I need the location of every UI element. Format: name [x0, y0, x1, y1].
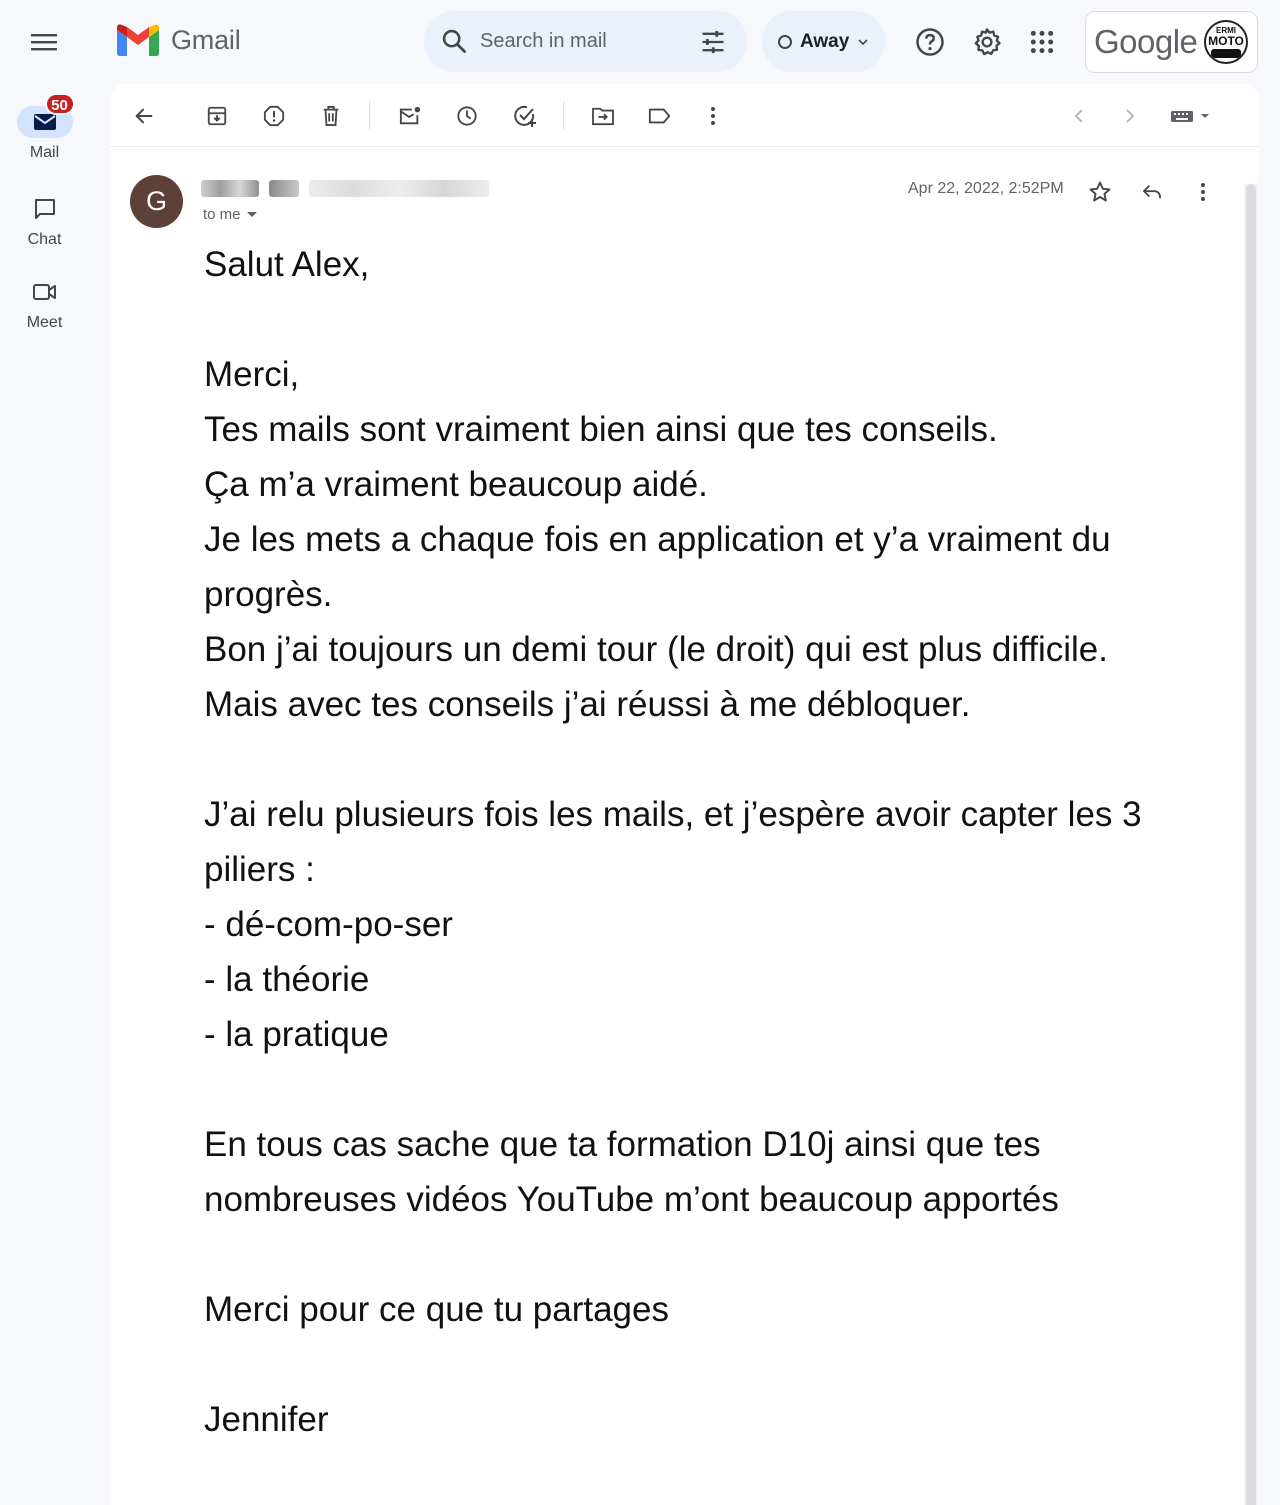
search-icon[interactable]: [440, 27, 468, 55]
gmail-m-icon: [117, 24, 159, 56]
message-toolbar: [110, 84, 1259, 147]
apps-button[interactable]: [1022, 22, 1062, 62]
reply-icon: [1141, 183, 1163, 201]
body-line: Merci pour ce que tu partages: [204, 1290, 669, 1329]
recipient-label: to me: [203, 206, 241, 223]
chevron-left-icon: [1072, 108, 1086, 124]
body-line: - la pratique: [204, 1015, 389, 1054]
mail-unread-badge: 50: [45, 93, 75, 115]
main-menu-button[interactable]: [24, 22, 64, 62]
add-to-tasks-button[interactable]: [505, 96, 545, 136]
status-label: Away: [800, 30, 850, 52]
settings-button[interactable]: [967, 22, 1007, 62]
input-tools-button[interactable]: [1162, 96, 1222, 136]
more-vertical-icon: [710, 106, 716, 126]
back-button[interactable]: [124, 96, 164, 136]
label-icon: [648, 106, 672, 126]
body-line: - dé-com-po-ser: [204, 905, 453, 944]
search-input[interactable]: [480, 25, 680, 57]
body-line: - la théorie: [204, 960, 370, 999]
sender-avatar[interactable]: G: [130, 175, 183, 228]
mark-unread-button[interactable]: [390, 96, 430, 136]
rail-item-chat[interactable]: [0, 193, 89, 249]
body-line: J’ai relu plusieurs fois les mails, et j’espère avoir capter les 3: [204, 795, 1142, 834]
chevron-down-icon: [857, 36, 869, 48]
gmail-logo[interactable]: [117, 24, 241, 56]
rail-item-meet[interactable]: [0, 276, 89, 332]
body-line: Je les mets a chaque fois en application et y’a vraiment du: [204, 520, 1111, 559]
body-line: Ça m’a vraiment beaucoup aidé.: [204, 465, 708, 504]
newer-message-button[interactable]: [1059, 96, 1099, 136]
message-body: [204, 237, 1214, 1447]
more-vertical-icon: [1200, 182, 1206, 202]
archive-icon: [206, 105, 228, 127]
star-button[interactable]: [1082, 174, 1118, 210]
keyboard-icon: [1169, 108, 1215, 124]
chat-icon: [33, 197, 57, 221]
redacted-text: [309, 180, 489, 197]
rail-meet-pill: [17, 276, 73, 308]
search-options-icon[interactable]: [699, 28, 727, 56]
scrollbar-thumb[interactable]: [1246, 184, 1256, 1505]
body-line: Bon j’ai toujours un demi tour (le droit) qui est plus difficile.: [204, 630, 1108, 669]
search-bar[interactable]: [424, 11, 747, 72]
report-spam-button[interactable]: [254, 96, 294, 136]
sender-name-redacted[interactable]: [201, 180, 489, 197]
older-message-button[interactable]: [1110, 96, 1150, 136]
body-line: Tes mails sont vraiment bien ainsi que tes conseils.: [204, 410, 998, 449]
gear-icon: [972, 27, 1002, 57]
chevron-right-icon: [1123, 108, 1137, 124]
mail-icon: [33, 112, 57, 132]
toolbar-divider: [369, 101, 370, 129]
body-line: nombreuses vidéos YouTube m’ont beaucoup apportés: [204, 1180, 1059, 1219]
archive-button[interactable]: [197, 96, 237, 136]
body-line: Merci,: [204, 355, 300, 394]
message-view: [110, 84, 1259, 1505]
message-date: Apr 22, 2022, 2:52PM: [908, 180, 1064, 197]
status-dot-icon: [778, 35, 792, 49]
rail-label-meet: Meet: [26, 314, 63, 331]
recipient-details[interactable]: [203, 206, 257, 223]
body-line: progrès.: [204, 575, 333, 614]
snooze-button[interactable]: [447, 96, 487, 136]
move-folder-icon: [591, 106, 615, 126]
rail-label-chat: Chat: [27, 231, 62, 248]
add-task-icon: [513, 104, 537, 128]
labels-button[interactable]: [640, 96, 680, 136]
mark-unread-icon: [398, 105, 422, 127]
video-icon: [32, 281, 58, 303]
toolbar-divider: [563, 101, 564, 129]
delete-button[interactable]: [311, 96, 351, 136]
apps-grid-icon: [1029, 29, 1055, 55]
arrow-back-icon: [133, 105, 155, 127]
help-icon: [915, 27, 945, 57]
trash-icon: [321, 105, 341, 127]
redacted-text: [269, 180, 299, 197]
status-selector[interactable]: [762, 11, 885, 72]
rail-item-mail[interactable]: [0, 97, 89, 162]
body-line: En tous cas sache que ta formation D10j ainsi que tes: [204, 1125, 1041, 1164]
greeting: Salut Alex,: [204, 245, 370, 284]
message-more-button[interactable]: [1185, 174, 1221, 210]
account-switcher[interactable]: [1085, 11, 1258, 73]
more-actions-button[interactable]: [693, 96, 733, 136]
support-button[interactable]: [910, 22, 950, 62]
rail-label-mail: Mail: [29, 144, 60, 161]
reply-button[interactable]: [1134, 174, 1170, 210]
account-avatar[interactable]: ERMI MOTO: [1204, 20, 1248, 64]
scrollbar[interactable]: [1244, 184, 1258, 1505]
clock-icon: [456, 105, 478, 127]
hamburger-icon: [31, 32, 57, 52]
app-name: Gmail: [171, 24, 241, 55]
rail-mail-pill: [17, 97, 73, 138]
caret-down-icon: [247, 212, 257, 218]
body-line: Mais avec tes conseils j’ai réussi à me débloquer.: [204, 685, 971, 724]
body-line: piliers :: [204, 850, 315, 889]
move-to-button[interactable]: [583, 96, 623, 136]
star-icon: [1088, 180, 1112, 204]
rail-chat-pill: [17, 193, 73, 225]
report-icon: [263, 105, 285, 127]
google-brand: Google: [1094, 23, 1198, 60]
redacted-text: [201, 180, 259, 197]
signature: Jennifer: [204, 1400, 329, 1439]
